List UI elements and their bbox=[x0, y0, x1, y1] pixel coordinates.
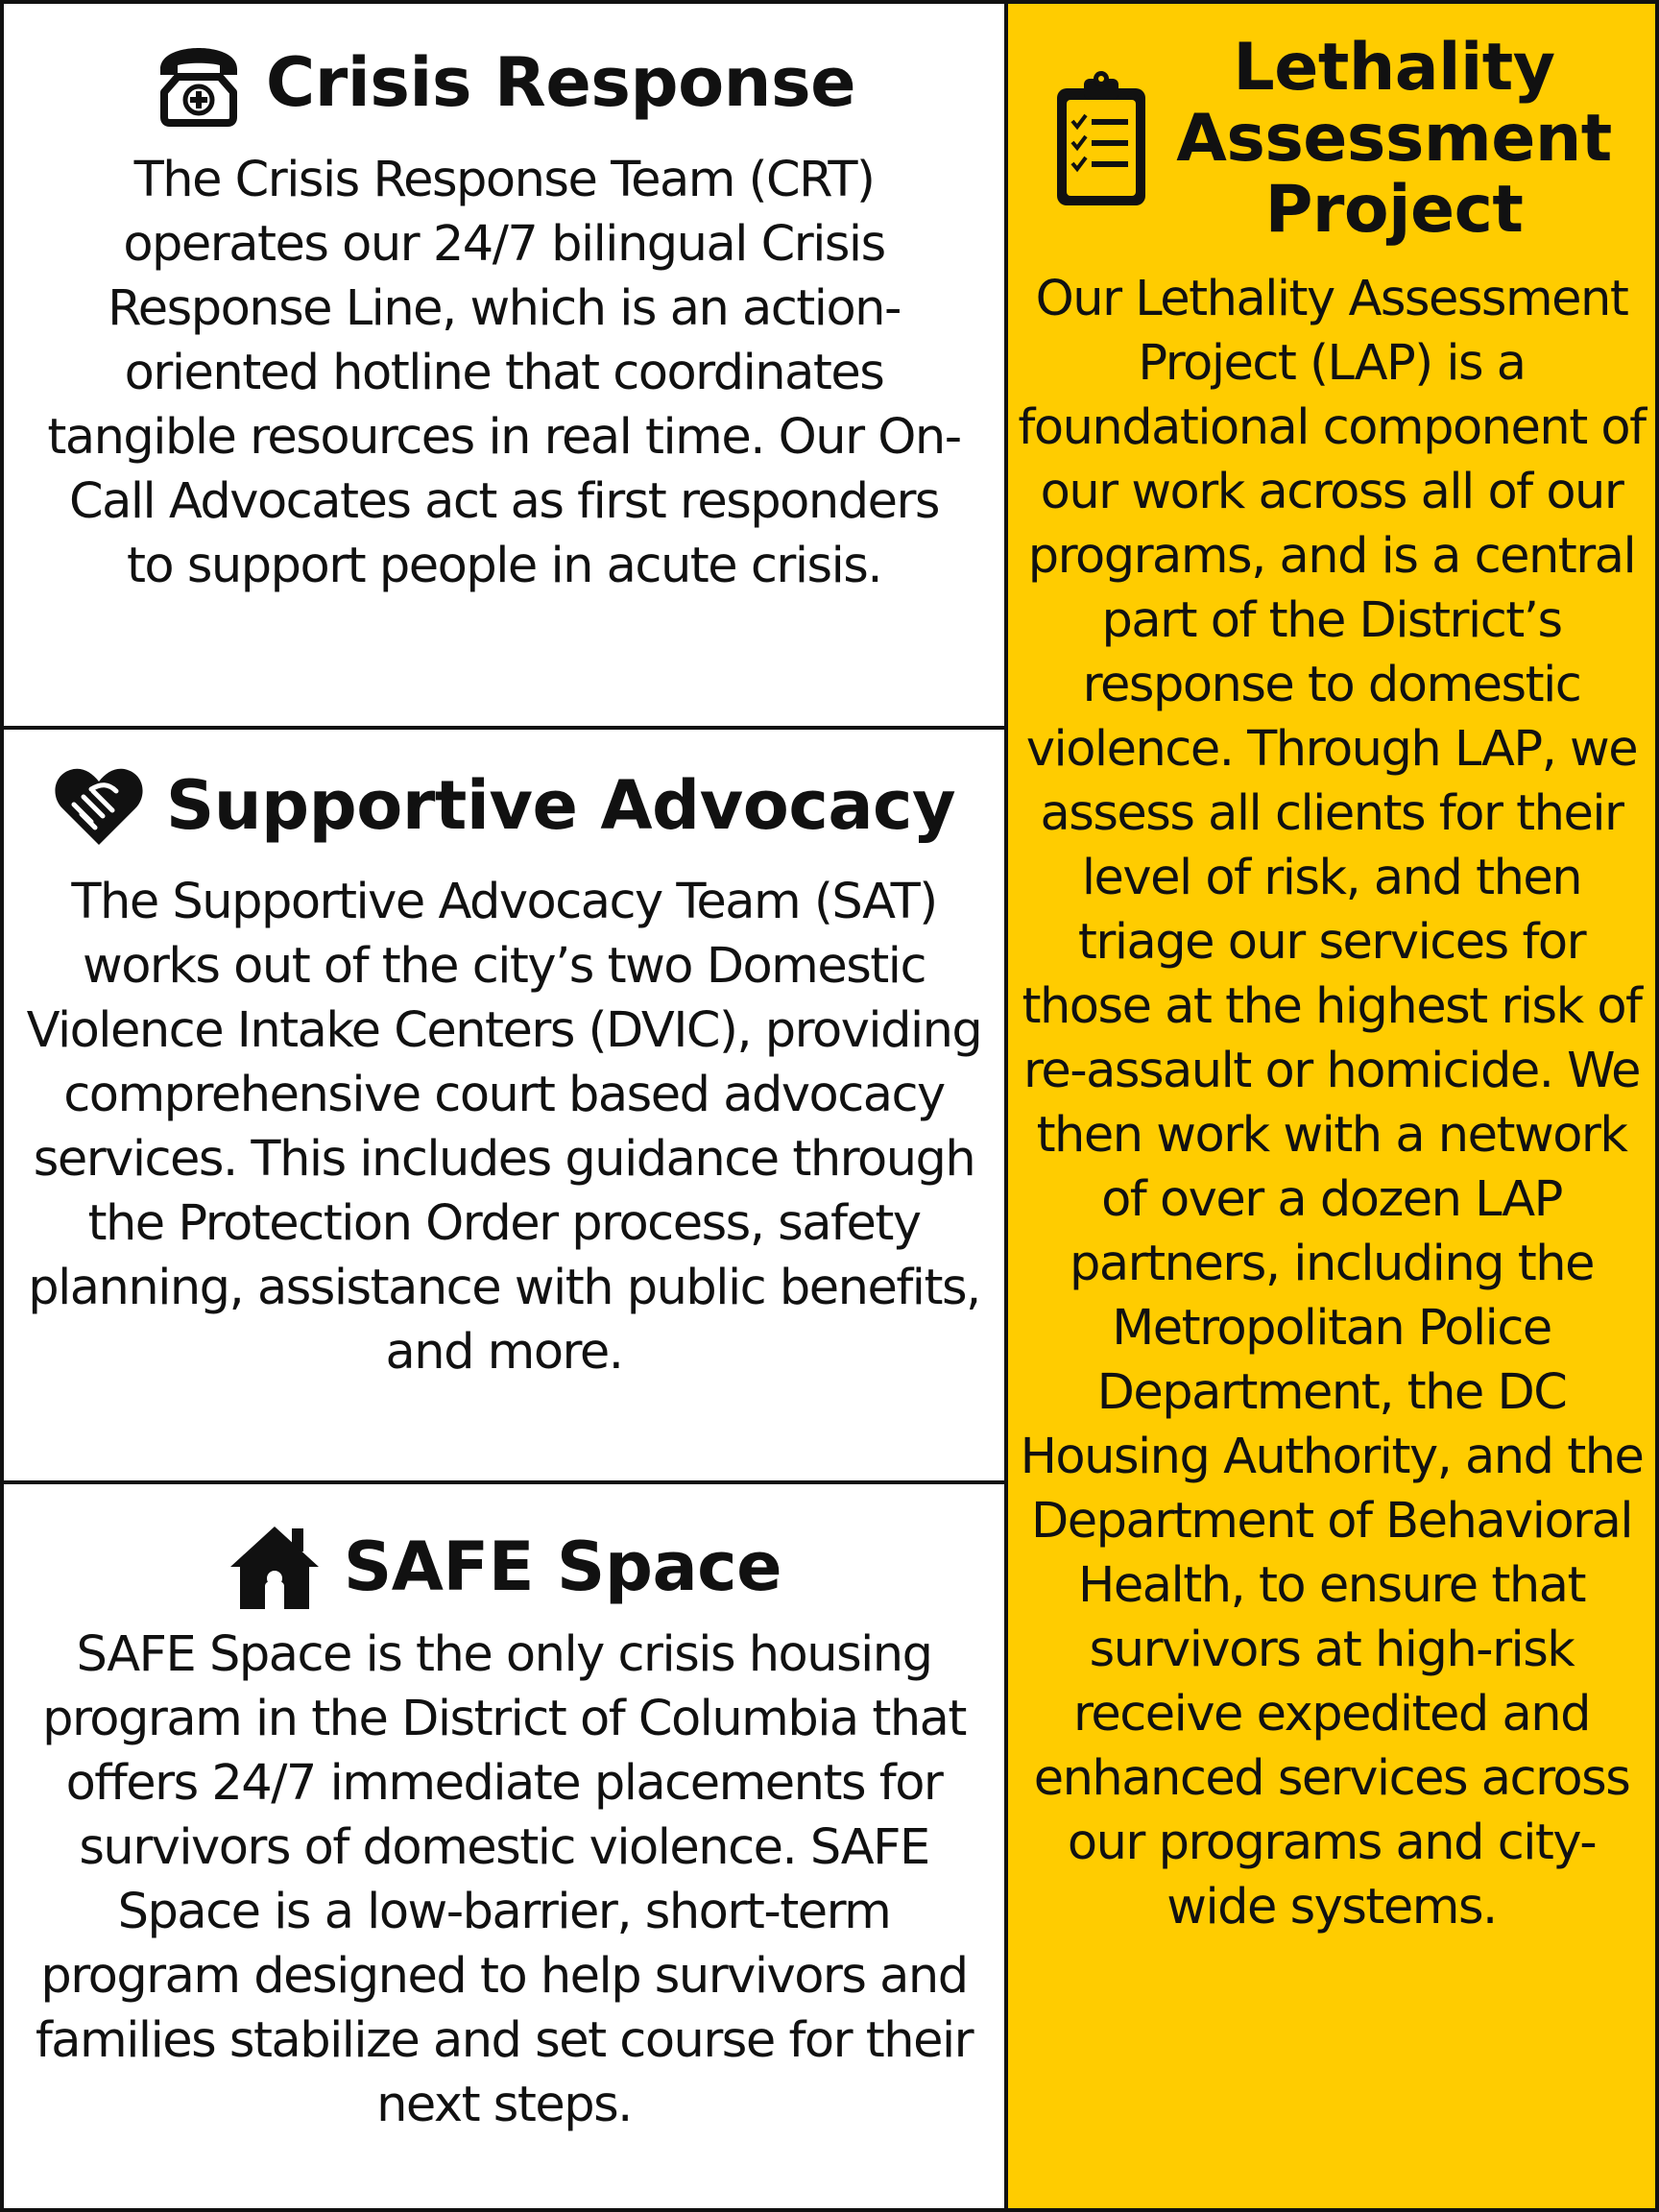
supportive-advocacy-panel bbox=[4, 730, 1004, 1484]
crisis-response-panel bbox=[4, 4, 1004, 730]
lethality-assessment-body: Our Lethality Assessment Project (LAP) is a foundational component of our work across all of our programs, and is a central part of the District’s response to domestic violence. Through LAP, we assess all clients for their level of risk, and then triage our services for those at the highest risk of re-assault or homicide. We then work with a network of over a dozen LAP partners, including the Metropolitan Police Department, the DC Housing Authority, and the Department of Behavioral Health, to ensure that survivors at high-risk receive expedited and enhanced services across our programs and city-wide systems. bbox=[1018, 271, 1646, 1936]
crisis-response-body: The Crisis Response Team (CRT) operates our 24/7 bilingual Crisis Response Line, which is an action-oriented hotline that coordinates tangible resources in real time. Our On-Call Advocates act as first responders to support people in acute crisis. bbox=[47, 152, 961, 594]
lethality-assessment-title bbox=[1176, 30, 1612, 248]
crisis-response-title: Crisis Response bbox=[265, 42, 856, 122]
supportive-advocacy-header bbox=[53, 762, 955, 849]
lethality-assessment-title-line: Project bbox=[1264, 172, 1524, 248]
supportive-advocacy-body: The Supportive Advocacy Team (SAT) works out of the city’s two Domestic Violence Intake Centers (DVIC), providing comprehensive court based advocacy services. This includes guidance through the Protection Order process, safety planning, assistance with public benefits, and more. bbox=[26, 874, 982, 1381]
safe-space-body: SAFE Space is the only crisis housing program in the District of Columbia that offers 24/7 immediate placements for survivors of domestic violence. SAFE Space is a low-barrier, short-term program designed to help survivors and families stabilize and set course for their next steps. bbox=[35, 1626, 974, 2133]
lethality-assessment-panel bbox=[1008, 4, 1655, 2208]
lethality-assessment-title-line: Assessment bbox=[1176, 101, 1612, 177]
clipboard-checklist-icon bbox=[1051, 67, 1151, 211]
house-icon bbox=[227, 1523, 323, 1611]
safe-space-header bbox=[227, 1523, 781, 1611]
lethality-assessment-title-line: Lethality bbox=[1233, 30, 1555, 106]
left-column bbox=[4, 4, 1008, 2208]
supportive-advocacy-title: Supportive Advocacy bbox=[165, 765, 956, 845]
lethality-assessment-header bbox=[1051, 30, 1612, 248]
crisis-response-header bbox=[153, 36, 855, 129]
safe-space-title: SAFE Space bbox=[343, 1527, 782, 1606]
safe-space-panel bbox=[4, 1484, 1004, 2208]
heart-handshake-icon bbox=[53, 762, 145, 849]
phone-medical-icon bbox=[153, 36, 245, 129]
